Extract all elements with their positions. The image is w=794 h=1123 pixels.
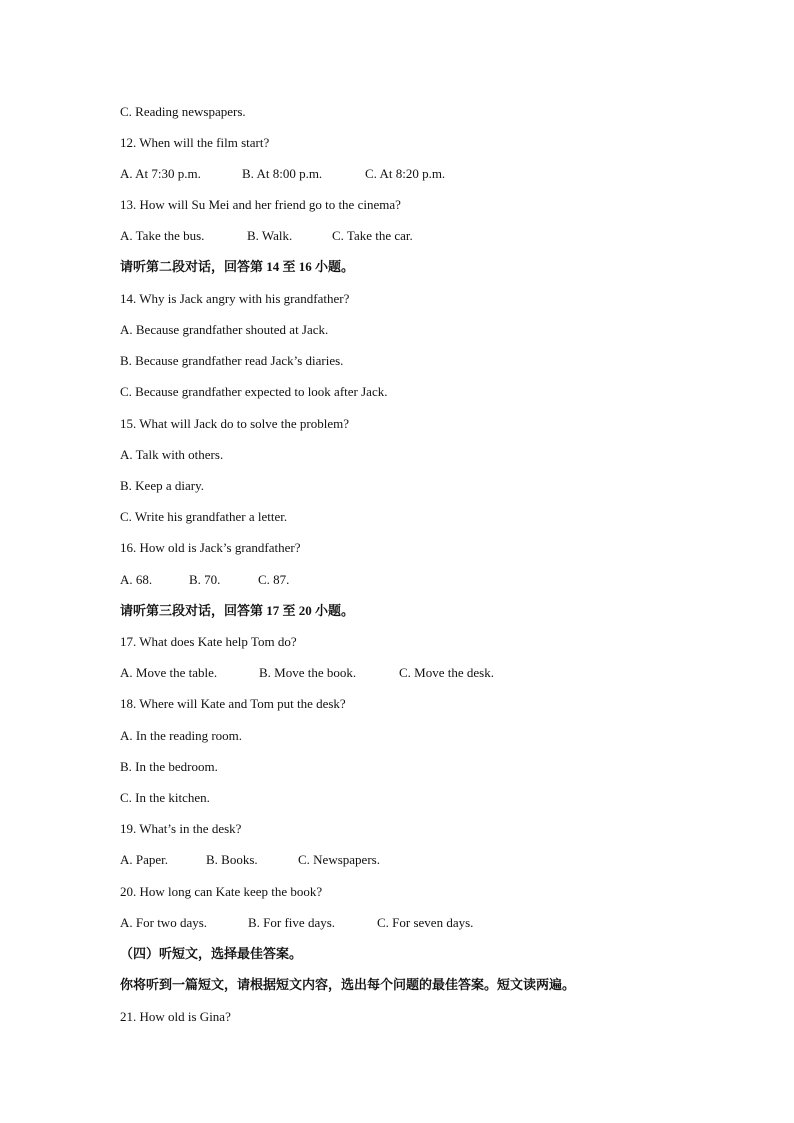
question-15: 15. What will Jack do to solve the problem? [120, 416, 350, 431]
question-12-options [120, 166, 445, 182]
option-a: A. 68. [120, 572, 153, 587]
question-20: 20. How long can Kate keep the book? [120, 884, 323, 899]
option-c: C. 87. [258, 572, 290, 587]
section-4-instructions: 你将听到一篇短文，请根据短文内容，选出每个问题的最佳答案。短文读两遍。 [120, 977, 576, 992]
option-c: C. Newspapers. [298, 852, 380, 867]
question-19-options [120, 852, 380, 868]
question-12: 12. When will the film start? [120, 135, 270, 150]
question-13: 13. How will Su Mei and her friend go to the cinema? [120, 197, 401, 212]
question-16: 16. How old is Jack’s grandfather? [120, 540, 301, 555]
option-c: C. Take the car. [332, 228, 413, 243]
option-b: B. At 8:00 p.m. [242, 166, 323, 181]
option-b: B. Walk. [247, 228, 293, 243]
question-18: 18. Where will Kate and Tom put the desk? [120, 696, 346, 711]
question-15-option-b: B. Keep a diary. [120, 478, 204, 493]
section-heading-2: 请听第二段对话，回答第 14 至 16 小题。 [120, 259, 355, 274]
question-14-option-b: B. Because grandfather read Jack’s diaries. [120, 353, 344, 368]
question-15-option-a: A. Talk with others. [120, 447, 224, 462]
question-19: 19. What’s in the desk? [120, 821, 242, 836]
option-a: A. Move the table. [120, 665, 218, 680]
option-b: B. For five days. [248, 915, 336, 930]
question-14: 14. Why is Jack angry with his grandfather? [120, 291, 350, 306]
q11-option-c: C. Reading newspapers. [120, 104, 246, 119]
question-16-options [120, 572, 289, 588]
question-17: 17. What does Kate help Tom do? [120, 634, 297, 649]
section-heading-3: 请听第三段对话，回答第 17 至 20 小题。 [120, 603, 355, 618]
option-a: A. Paper. [120, 852, 169, 867]
option-a: A. At 7:30 p.m. [120, 166, 201, 181]
option-c: C. For seven days. [377, 915, 474, 930]
section-heading-4: （四）听短文，选择最佳答案。 [120, 946, 303, 961]
option-b: B. Move the book. [259, 665, 357, 680]
question-14-option-c: C. Because grandfather expected to look after Jack. [120, 384, 388, 399]
option-c: C. Move the desk. [399, 665, 494, 680]
question-18-option-a: A. In the reading room. [120, 728, 243, 743]
option-b: B. Books. [206, 852, 258, 867]
question-13-options [120, 228, 413, 244]
question-17-options [120, 665, 494, 681]
option-a: A. For two days. [120, 915, 208, 930]
question-18-option-c: C. In the kitchen. [120, 790, 210, 805]
option-b: B. 70. [189, 572, 221, 587]
question-20-options [120, 915, 473, 931]
question-18-option-b: B. In the bedroom. [120, 759, 218, 774]
question-21: 21. How old is Gina? [120, 1009, 231, 1024]
option-a: A. Take the bus. [120, 228, 205, 243]
question-14-option-a: A. Because grandfather shouted at Jack. [120, 322, 329, 337]
option-c: C. At 8:20 p.m. [365, 166, 446, 181]
question-15-option-c: C. Write his grandfather a letter. [120, 509, 288, 524]
